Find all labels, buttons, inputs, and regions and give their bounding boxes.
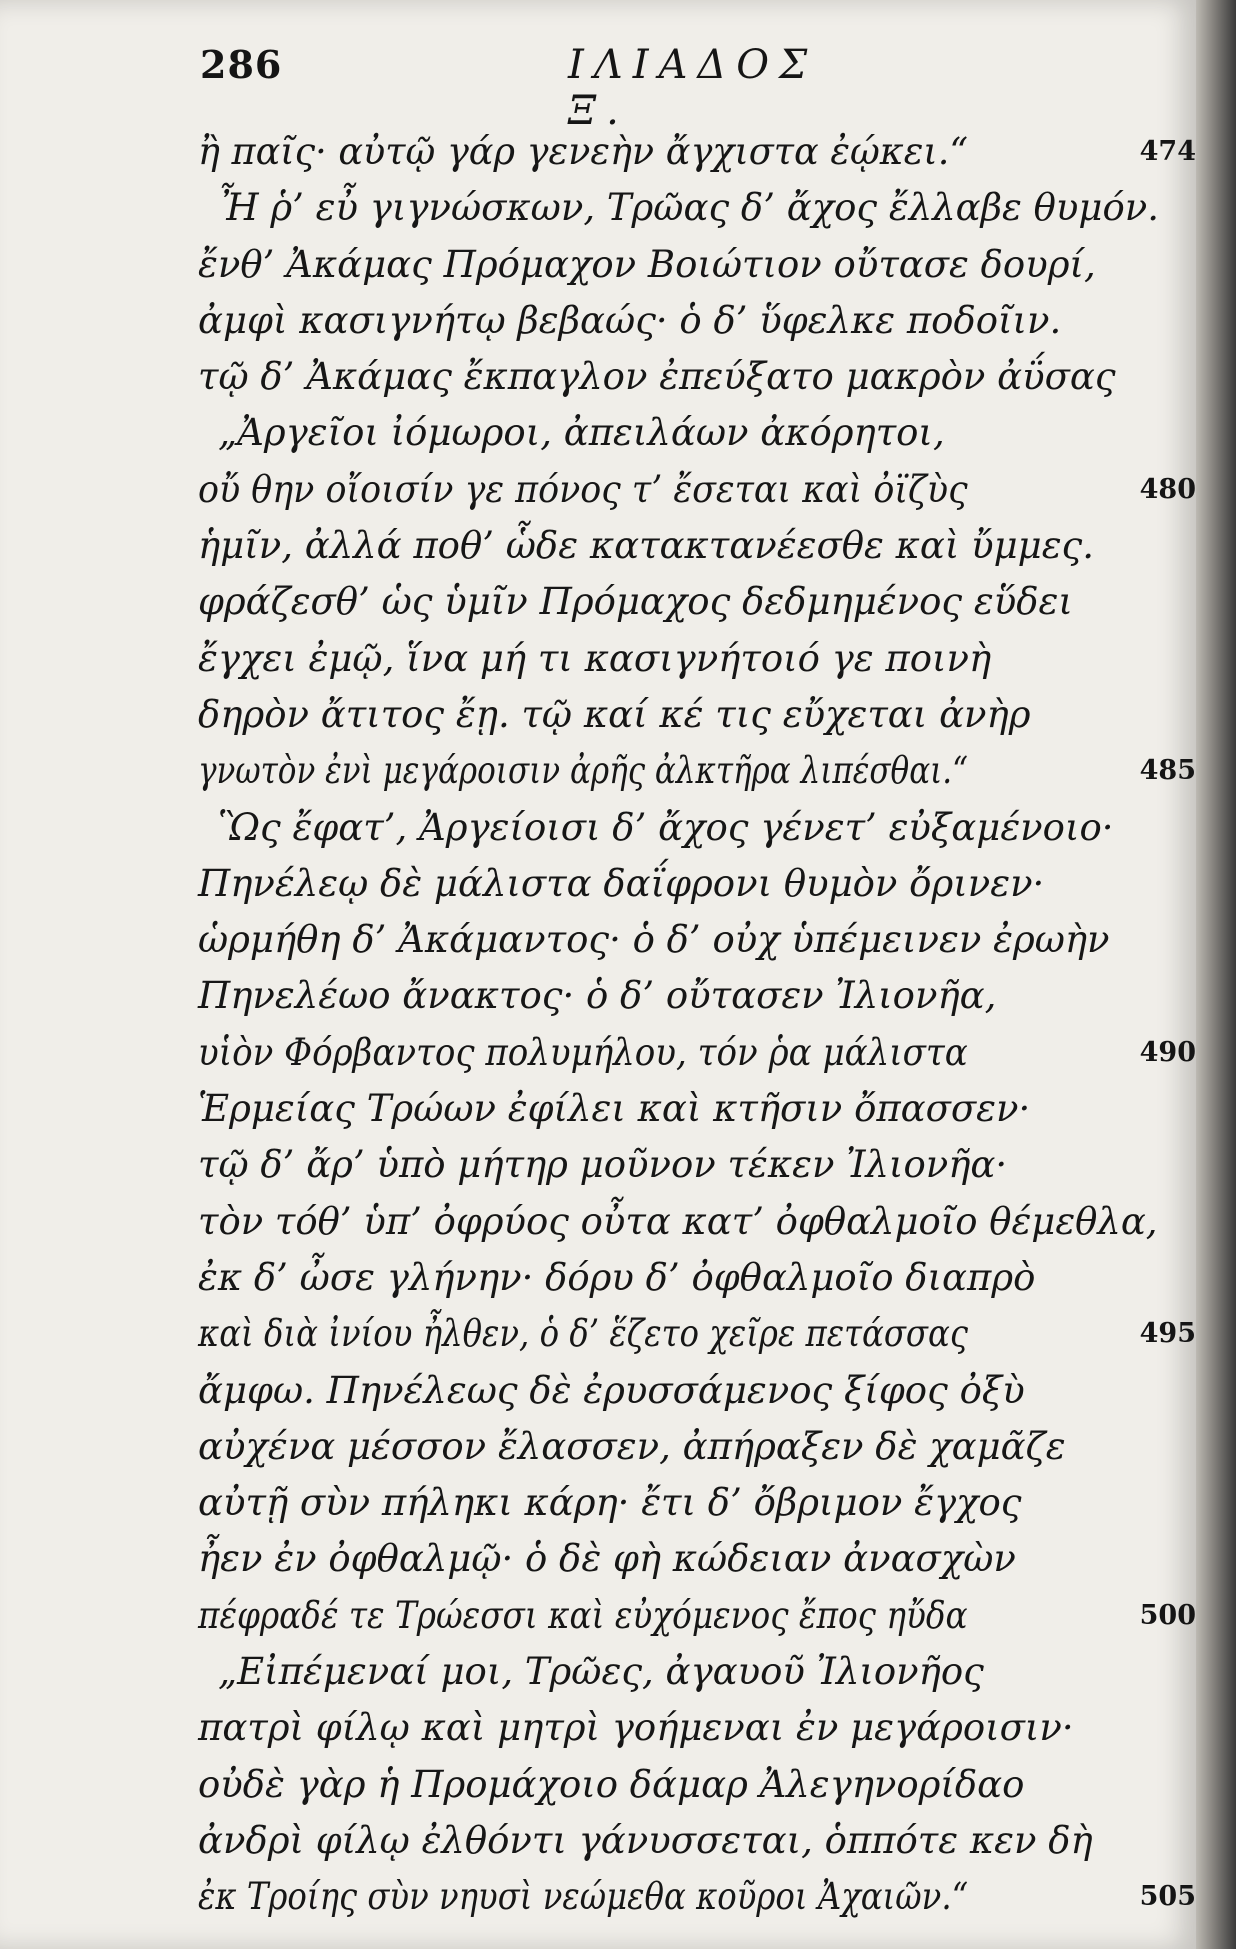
verse-line — [198, 1531, 1208, 1587]
verse-line — [198, 405, 1208, 461]
verse-text: πατρὶ φίλῳ καὶ μητρὶ γοήμεναι ἐν μεγάροισιν· — [198, 1706, 1074, 1750]
verse-text: φράζεσθ’ ὡς ὑμῖν Πρόμαχος δεδμημένος εὕδει — [198, 580, 1073, 624]
verse-text: καὶ διὰ ἰνίου ἦλθεν, ὁ δ’ ἕζετο χεῖρε πετάσσας — [198, 1312, 968, 1356]
verse-text: „Εἰπέμεναί μοι, Τρῶες, ἀγαυοῦ Ἰλιονῆος — [218, 1650, 984, 1694]
line-number: 500 — [1139, 1599, 1196, 1631]
verse-line — [198, 856, 1208, 912]
page-number: 286 — [200, 42, 283, 87]
verse-line — [198, 180, 1208, 236]
verse-line — [198, 1757, 1208, 1813]
verse-text: ἀμφὶ κασιγνήτῳ βεβαώς· ὁ δ’ ὕφελκε ποδοῖιν. — [198, 298, 1062, 342]
verse-line — [198, 631, 1208, 687]
verse-text: αὐχένα μέσσον ἔλασσεν, ἀπήραξεν δὲ χαμᾶζε — [198, 1424, 1066, 1468]
verse-text: οὔ θην οἴοισίν γε πόνος τ’ ἔσεται καὶ ὀϊζὺς — [198, 467, 968, 511]
verse-text: αὐτῇ σὺν πήληκι κάρη· ἔτι δ’ ὄβριμον ἔγχος — [198, 1481, 1022, 1525]
verse-line — [198, 1250, 1208, 1306]
verse-line — [198, 237, 1208, 293]
verse-text: ὡρμήθη δ’ Ἀκάμαντος· ὁ δ’ οὐχ ὑπέμεινεν ἐρωὴν — [198, 918, 1110, 962]
verse-text: Πηνέλεῳ δὲ μάλιστα δαΐφρονι θυμὸν ὄρινεν· — [198, 861, 1045, 905]
line-number: 490 — [1139, 1036, 1196, 1068]
line-number: 474 — [1139, 136, 1196, 167]
verse-line — [198, 1081, 1208, 1137]
verse-text: γνωτὸν ἐνὶ μεγάροισιν ἀρῆς ἀλκτῆρα λιπέσθαι.“ — [198, 749, 969, 793]
verse-text: Ἑρμείας Τρώων ἐφίλει καὶ κτῆσιν ὄπασσεν· — [198, 1087, 1031, 1131]
running-title: ΙΛΙΑΔΟΣ Ξ. — [568, 42, 818, 134]
line-number: 505 — [1139, 1881, 1196, 1913]
verse-text: ἄμφω. Πηνέλεως δὲ ἐρυσσάμενος ξίφος ὀξὺ — [198, 1368, 1025, 1412]
verse-text: υἱὸν Φόρβαντος πολυμήλου, τόν ῥα μάλιστα — [198, 1030, 968, 1074]
verse-line — [198, 1700, 1208, 1756]
verse-text: δηρὸν ἄτιτος ἔῃ. τῷ καί κέ τις εὔχεται ἀνὴρ — [198, 692, 1031, 736]
verse-text: τῷ δ’ ἄρ’ ὑπὸ μήτηρ μοῦνον τέκεν Ἰλιονῆα· — [198, 1143, 1008, 1187]
verse-text: „Ἀργεῖοι ἰόμωροι, ἀπειλάων ἀκόρητοι, — [218, 411, 945, 455]
verse-line — [198, 1194, 1208, 1250]
verse-line — [198, 518, 1208, 574]
verse-block — [198, 124, 1208, 1926]
verse-line — [198, 349, 1208, 405]
verse-line — [198, 687, 1208, 743]
verse-line — [198, 1137, 1208, 1193]
verse-text: ἐκ Τροίης σὺν νηυσὶ νεώμεθα κοῦροι Ἀχαιῶν.“ — [198, 1875, 969, 1919]
verse-text: ἦεν ἐν ὀφθαλμῷ· ὁ δὲ φὴ κώδειαν ἀνασχὼν — [198, 1537, 1016, 1581]
verse-text: ἔνθ’ Ἀκάμας Πρόμαχον Βοιώτιον οὔτασε δουρί, — [198, 242, 1096, 286]
verse-text: ἐκ δ’ ὦσε γλήνην· δόρυ δ’ ὀφθαλμοῖο διαπρὸ — [198, 1255, 1036, 1299]
verse-line — [198, 1813, 1208, 1869]
verse-line — [198, 1869, 1208, 1925]
verse-line — [198, 1419, 1208, 1475]
verse-text: Ὣς ἔφατ’, Ἀργείοισι δ’ ἄχος γένετ’ εὐξαμένοιο· — [218, 805, 1114, 849]
verse-text: πέφραδέ τε Τρώεσσι καὶ εὐχόμενος ἔπος ηὔδα — [198, 1593, 968, 1637]
verse-line — [198, 1475, 1208, 1531]
verse-text: τῷ δ’ Ἀκάμας ἔκπαγλον ἐπεύξατο μακρὸν ἀΰσας — [198, 355, 1116, 399]
verse-line — [198, 912, 1208, 968]
verse-line — [198, 1306, 1208, 1362]
verse-line — [198, 1025, 1208, 1081]
page-header — [200, 42, 900, 134]
verse-line — [198, 800, 1208, 856]
verse-line — [198, 293, 1208, 349]
verse-text: τὸν τόθ’ ὑπ’ ὀφρύος οὖτα κατ’ ὀφθαλμοῖο θέμεθλα, — [198, 1199, 1158, 1243]
verse-line — [198, 124, 1208, 180]
line-number: 485 — [1139, 755, 1196, 787]
verse-text: ἢ παῖς· αὐτῷ γάρ γενεὴν ἄγχιστα ἐῴκει.“ — [198, 130, 969, 173]
verse-line — [198, 462, 1208, 518]
verse-text: ἡμῖν, ἀλλά ποθ’ ὧδε κατακτανέεσθε καὶ ὔμμες. — [198, 524, 1095, 568]
verse-line — [198, 743, 1208, 799]
verse-line — [198, 1588, 1208, 1644]
verse-text: Ἦ ῥ’ εὖ γιγνώσκων, Τρῶας δ’ ἄχος ἔλλαβε θυμόν. — [218, 186, 1159, 230]
verse-text: Πηνελέωο ἄνακτος· ὁ δ’ οὔτασεν Ἰλιονῆα, — [198, 974, 997, 1018]
verse-text: ἔγχει ἐμῷ, ἵνα μή τι κασιγνήτοιό γε ποινὴ — [198, 636, 992, 680]
verse-line — [198, 968, 1208, 1024]
verse-line — [198, 1644, 1208, 1700]
page-edge-shadow — [1196, 0, 1236, 1949]
verse-text: ἀνδρὶ φίλῳ ἐλθόντι γάνυσσεται, ὁππότε κεν δὴ — [198, 1818, 1093, 1862]
line-number: 480 — [1139, 473, 1196, 505]
line-number: 495 — [1139, 1318, 1196, 1350]
verse-text: οὐδὲ γὰρ ἡ Προμάχοιο δάμαρ Ἀλεγηνορίδαο — [198, 1762, 1025, 1806]
verse-line — [198, 1363, 1208, 1419]
verse-line — [198, 574, 1208, 630]
